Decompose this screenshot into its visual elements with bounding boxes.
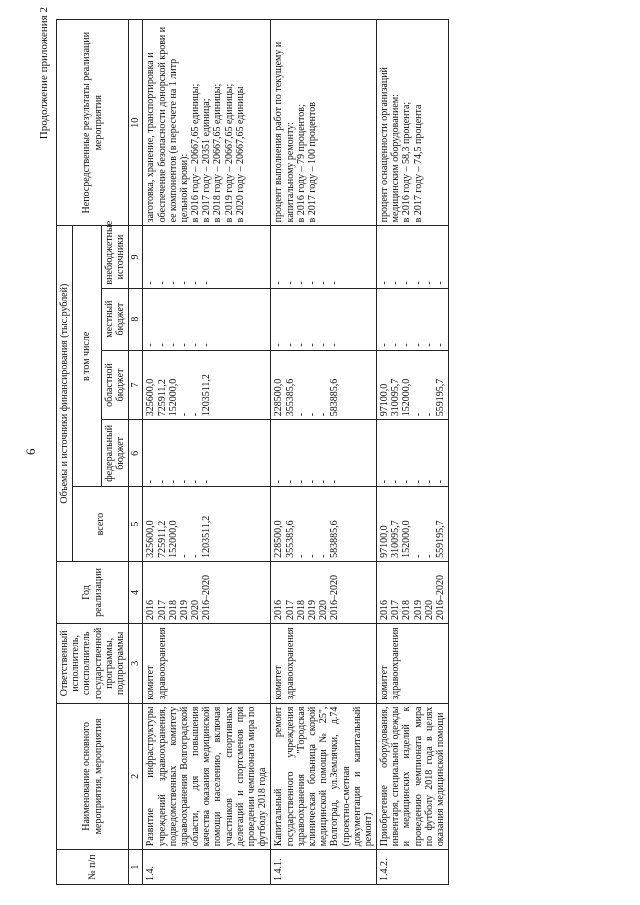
- column-number: 10: [129, 20, 143, 226]
- total-value: 152000,0: [167, 520, 179, 558]
- regional-value: 559195,7: [435, 378, 446, 417]
- row-result: заготовка, хранение, транспортировка и обеспечение безопасности донорской крови и ее компонентов (в пересчете на 1 литр цельной крови): в 2016 году – 20667,65 единицы; в 2017 году – 20351 единица; в 2018 году – 20667,65 единицы; в 2019 году – 20667,65 единицы; в 2020 году – 20667,65 единицы: [143, 20, 271, 226]
- row-regional: [377, 350, 449, 420]
- federal-value: -: [318, 480, 330, 484]
- row-executor: комитет здравоохранения: [271, 624, 377, 704]
- federal-value: -: [401, 480, 413, 484]
- total-value: 583885,6: [329, 520, 341, 558]
- regional-value: -: [423, 412, 435, 417]
- table-row: [377, 20, 449, 885]
- row-result: процент выполнения работ по текущему и капитальному ремонту: в 2016 году – 79 процентов; в 2017 году – 100 процентов: [271, 20, 377, 226]
- row-federal: [143, 420, 271, 487]
- years-value: 2020: [423, 600, 435, 621]
- header-result: Непосредственные результаты реализации мероприятия: [57, 20, 129, 226]
- row-total: [271, 487, 377, 562]
- years-value: 2018: [401, 600, 413, 621]
- local-value: -: [412, 343, 424, 347]
- column-number: 8: [129, 288, 143, 350]
- regional-value: 310095,7: [390, 378, 402, 417]
- years-value: 2019: [178, 600, 190, 621]
- years-value: 2016–2020: [329, 575, 341, 621]
- federal-value: -: [145, 480, 157, 484]
- rotated-page: [20, 5, 620, 885]
- extra-value: -: [306, 281, 318, 285]
- local-value: -: [435, 343, 446, 347]
- table-row: [271, 20, 377, 885]
- total-value: 1203511,2: [201, 515, 213, 558]
- header-financing: Объемы и источники финансирования (тыс.рублей): [57, 226, 73, 562]
- total-value: -: [318, 554, 330, 558]
- federal-value: -: [329, 480, 341, 484]
- row-result: процент оснащенности организаций медицинским оборудованием: в 2016 году – 58,3 процента; в 2017 году – 74,5 процента: [377, 20, 449, 226]
- local-value: -: [178, 343, 190, 347]
- extra-value: -: [318, 281, 330, 285]
- years-value: 2020: [318, 600, 330, 621]
- local-value: -: [390, 343, 402, 347]
- row-federal: [377, 420, 449, 487]
- extra-value: -: [423, 281, 435, 285]
- row-name: Приобретение оборудования, инвентаря, специальной одежды и медицинских изделий к проведению чемпионата мира по футболу 2018 года в целях оказания медицинской помощи: [377, 703, 449, 850]
- header-federal: федеральный бюджет: [101, 420, 128, 487]
- federal-value: -: [295, 480, 307, 484]
- federal-value: -: [178, 480, 190, 484]
- total-value: 152000,0: [401, 520, 413, 558]
- years-value: 2019: [412, 600, 424, 621]
- local-value: -: [145, 343, 157, 347]
- regional-value: -: [318, 412, 330, 417]
- federal-value: -: [273, 480, 285, 484]
- column-numbers-row: [129, 20, 143, 885]
- header-regional: областной бюджет: [101, 350, 128, 420]
- column-number: 1: [129, 850, 143, 885]
- header-including: в том числе: [73, 226, 102, 487]
- row-number: 1.4.1.: [271, 850, 377, 885]
- column-number: 7: [129, 350, 143, 420]
- total-value: 97100,0: [379, 525, 391, 558]
- years-value: 2018: [167, 600, 179, 621]
- extra-value: -: [412, 281, 424, 285]
- federal-value: -: [306, 480, 318, 484]
- total-value: 725911,2: [156, 520, 168, 558]
- header-name: Наименование основного мероприятия, мероприятия: [57, 703, 129, 850]
- years-value: 2016: [379, 600, 391, 621]
- years-value: 2019: [306, 600, 318, 621]
- regional-value: 355385,6: [284, 378, 296, 417]
- years-value: 2020: [190, 600, 202, 621]
- total-value: 559195,7: [435, 520, 446, 558]
- total-value: -: [190, 554, 202, 558]
- total-value: 310095,7: [390, 520, 402, 558]
- extra-value: -: [390, 281, 402, 285]
- regional-value: -: [190, 412, 202, 417]
- row-years: [377, 561, 449, 623]
- extra-value: -: [190, 281, 202, 285]
- extra-value: -: [178, 281, 190, 285]
- total-value: 228500,0: [273, 520, 285, 558]
- federal-value: -: [167, 480, 179, 484]
- federal-value: -: [379, 480, 391, 484]
- total-value: -: [412, 554, 424, 558]
- federal-value: -: [390, 480, 402, 484]
- column-number: 5: [129, 487, 143, 562]
- local-value: -: [401, 343, 413, 347]
- extra-value: -: [379, 281, 391, 285]
- financing-table: [56, 19, 449, 885]
- row-executor: комитет здравоохранения: [377, 624, 449, 704]
- row-regional: [143, 350, 271, 420]
- row-total: [377, 487, 449, 562]
- header-local: местный бюджет: [101, 288, 128, 350]
- row-regional: [271, 350, 377, 420]
- local-value: -: [329, 343, 341, 347]
- federal-value: -: [423, 480, 435, 484]
- extra-value: -: [273, 281, 285, 285]
- column-number: 9: [129, 226, 143, 288]
- extra-value: -: [435, 281, 446, 285]
- row-name: Развитие инфраструктуры учреждений здравоохранения, подведомственных комитету здравоохранения Волгоградской области, для повышения качества оказания медицинской помощи населению, включая участников спортивных делегаций и спортсменов при проведении чемпионата мира по футболу 2018 года: [143, 703, 271, 850]
- row-number: 1.4.: [143, 850, 271, 885]
- local-value: -: [201, 343, 213, 347]
- row-name: Капитальный ремонт государственного учреждения здравоохранения "Городская клиническая больница скорой медицинской помощи № 25", Волгоград, ул.Землячки, д.74 (проектно-сметная документация и капитальный ремонт): [271, 703, 377, 850]
- local-value: -: [167, 343, 179, 347]
- row-total: [143, 487, 271, 562]
- row-years: [143, 561, 271, 623]
- years-value: 2017: [284, 600, 296, 621]
- header-year: Год реализации: [57, 561, 129, 623]
- row-years: [271, 561, 377, 623]
- table-row: [143, 20, 271, 885]
- column-number: 4: [129, 561, 143, 623]
- row-local: [271, 288, 377, 350]
- years-value: 2016: [145, 600, 157, 621]
- federal-value: -: [156, 480, 168, 484]
- extra-value: -: [329, 281, 341, 285]
- total-value: -: [295, 554, 307, 558]
- row-extra: [271, 226, 377, 288]
- local-value: -: [156, 343, 168, 347]
- header-num: № п/п: [57, 850, 129, 885]
- total-value: -: [178, 554, 190, 558]
- extra-value: -: [284, 281, 296, 285]
- column-number: 6: [129, 420, 143, 487]
- local-value: -: [423, 343, 435, 347]
- header-extra: внебюджетные источники: [101, 226, 128, 288]
- total-value: -: [306, 554, 318, 558]
- extra-value: -: [295, 281, 307, 285]
- header-total: всего: [73, 487, 129, 562]
- regional-value: 152000,0: [401, 378, 413, 417]
- federal-value: -: [284, 480, 296, 484]
- regional-value: 228500,0: [273, 378, 285, 417]
- regional-value: 725911,2: [156, 379, 168, 417]
- extra-value: -: [156, 281, 168, 285]
- years-value: 2016–2020: [201, 575, 213, 621]
- regional-value: 325600,0: [145, 378, 157, 417]
- federal-value: -: [412, 480, 424, 484]
- regional-value: -: [295, 412, 307, 417]
- years-value: 2017: [156, 600, 168, 621]
- column-number: 3: [129, 624, 143, 704]
- total-value: 325600,0: [145, 520, 157, 558]
- extra-value: -: [401, 281, 413, 285]
- local-value: -: [273, 343, 285, 347]
- local-value: -: [190, 343, 202, 347]
- row-executor: комитет здравоохранения: [143, 624, 271, 704]
- federal-value: -: [201, 480, 213, 484]
- regional-value: 1203511,2: [201, 374, 213, 417]
- federal-value: -: [435, 480, 446, 484]
- extra-value: -: [201, 281, 213, 285]
- local-value: -: [379, 343, 391, 347]
- years-value: 2017: [390, 600, 402, 621]
- continuation-note: Продолжение приложения 2: [38, 7, 50, 140]
- local-value: -: [306, 343, 318, 347]
- row-federal: [271, 420, 377, 487]
- row-local: [377, 288, 449, 350]
- years-value: 2016–2020: [435, 575, 446, 621]
- header-executor: Ответственный исполнитель, соисполнитель государственной программы, подпрограммы: [57, 624, 129, 704]
- local-value: -: [295, 343, 307, 347]
- page-number: 6: [23, 448, 38, 455]
- column-number: 2: [129, 703, 143, 850]
- local-value: -: [318, 343, 330, 347]
- regional-value: 583885,6: [329, 378, 341, 417]
- years-value: 2016: [273, 600, 285, 621]
- row-extra: [143, 226, 271, 288]
- federal-value: -: [190, 480, 202, 484]
- regional-value: -: [412, 412, 424, 417]
- regional-value: 152000,0: [167, 378, 179, 417]
- total-value: 355385,6: [284, 520, 296, 558]
- regional-value: -: [178, 412, 190, 417]
- row-extra: [377, 226, 449, 288]
- years-value: 2018: [295, 600, 307, 621]
- total-value: -: [423, 554, 435, 558]
- regional-value: -: [306, 412, 318, 417]
- row-number: 1.4.2.: [377, 850, 449, 885]
- local-value: -: [284, 343, 296, 347]
- row-local: [143, 288, 271, 350]
- extra-value: -: [145, 281, 157, 285]
- extra-value: -: [167, 281, 179, 285]
- regional-value: 97100,0: [379, 383, 391, 417]
